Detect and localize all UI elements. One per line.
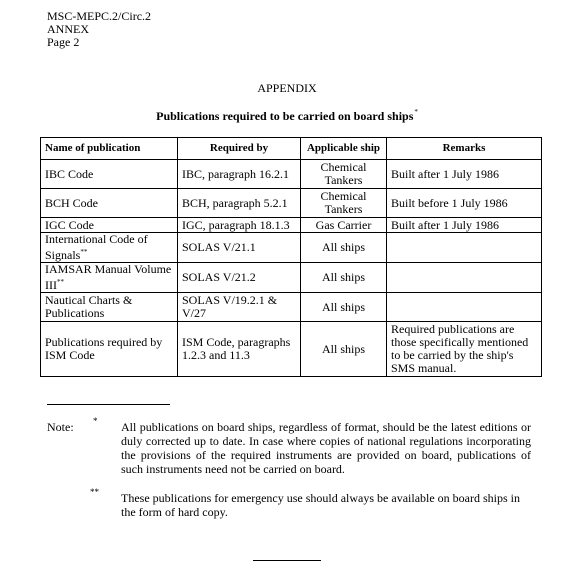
remarks bbox=[387, 233, 542, 263]
required-by: ISM Code, paragraphs 1.2.3 and 11.3 bbox=[178, 322, 301, 377]
applicable-ship: All ships bbox=[301, 293, 387, 322]
applicable-ship: Gas Carrier bbox=[301, 218, 387, 233]
footnote-mark-single: * bbox=[93, 416, 98, 426]
footnote-text-double: These publications for emergency use should always be available on board ships in the form of hard copy. bbox=[121, 491, 521, 519]
footnote-separator bbox=[47, 404, 170, 405]
table-header-row bbox=[41, 138, 542, 160]
remarks: Built before 1 July 1986 bbox=[387, 189, 542, 218]
table-title-text: Publications required to be carried on board ships bbox=[156, 109, 414, 123]
remarks: Built after 1 July 1986 bbox=[387, 218, 542, 233]
remarks bbox=[387, 263, 542, 293]
table-row bbox=[41, 189, 542, 218]
table-row bbox=[41, 218, 542, 233]
publication-name: Nautical Charts & Publications bbox=[41, 293, 178, 322]
appendix-title: APPENDIX bbox=[257, 81, 317, 95]
publication-name: IGC Code bbox=[41, 218, 178, 233]
document-header bbox=[47, 10, 151, 49]
footnote-mark-double: ** bbox=[90, 487, 99, 497]
footnote-mark: ** bbox=[80, 248, 88, 256]
applicable-ship: All ships bbox=[301, 322, 387, 377]
table-title bbox=[0, 108, 574, 124]
applicable-ship: All ships bbox=[301, 263, 387, 293]
required-by: SOLAS V/19.2.1 & V/27 bbox=[178, 293, 301, 322]
required-by: SOLAS V/21.2 bbox=[178, 263, 301, 293]
table-row bbox=[41, 293, 542, 322]
table-row bbox=[41, 263, 542, 293]
table-row bbox=[41, 160, 542, 189]
page-number: Page 2 bbox=[47, 35, 80, 49]
publication-name: Publications required by ISM Code bbox=[41, 322, 178, 377]
required-by: IGC, paragraph 18.1.3 bbox=[178, 218, 301, 233]
footnote-mark: ** bbox=[57, 278, 64, 286]
table-row bbox=[41, 233, 542, 263]
required-by: BCH, paragraph 5.2.1 bbox=[178, 189, 301, 218]
column-header-remarks: Remarks bbox=[387, 138, 542, 160]
column-header-required-by: Required by bbox=[178, 138, 301, 160]
column-header-applicable-ship: Applicable ship bbox=[301, 138, 387, 160]
applicable-ship: Chemical Tankers bbox=[301, 160, 387, 189]
end-rule bbox=[253, 560, 321, 561]
publication-name: IAMSAR Manual Volume III** bbox=[41, 263, 178, 293]
remarks: Built after 1 July 1986 bbox=[387, 160, 542, 189]
remarks: Required publications are those specifically mentioned to be carried by the ship's SMS manual. bbox=[387, 322, 542, 377]
publication-name: IBC Code bbox=[41, 160, 178, 189]
applicable-ship: All ships bbox=[301, 233, 387, 263]
table-title-footnote-mark: * bbox=[414, 108, 418, 116]
document-reference: MSC-MEPC.2/Circ.2 bbox=[47, 9, 152, 23]
required-by: IBC, paragraph 16.2.1 bbox=[178, 160, 301, 189]
required-by: SOLAS V/21.1 bbox=[178, 233, 301, 263]
publications-table bbox=[40, 137, 542, 377]
applicable-ship: Chemical Tankers bbox=[301, 189, 387, 218]
publication-name: International Code of Signals** bbox=[41, 233, 178, 263]
publication-name: BCH Code bbox=[41, 189, 178, 218]
note-label: Note: bbox=[47, 420, 74, 434]
remarks bbox=[387, 293, 542, 322]
column-header-name: Name of publication bbox=[41, 138, 178, 160]
table-row bbox=[41, 322, 542, 377]
annex-label: ANNEX bbox=[47, 22, 89, 36]
footnote-text-single: All publications on board ships, regardless of format, should be the latest editions or duly corrected up to date. In case where copies of national regulations incorporating the provisions of the required instruments are provided on board, publications of such instruments need not be carried on board. bbox=[121, 420, 531, 476]
